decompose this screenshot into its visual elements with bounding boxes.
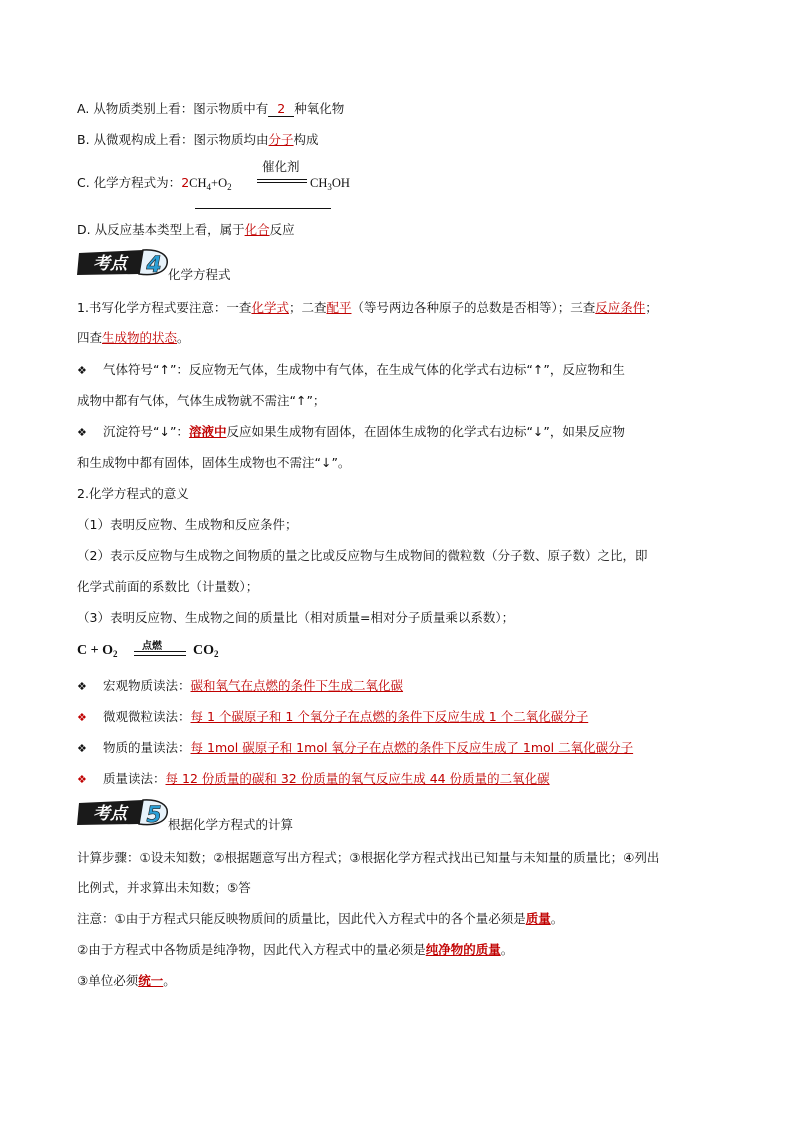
meaning-item: （1）表明反应物、生成物和反应条件； [77,517,298,532]
kaodian-4-logo [77,247,169,277]
equation-product: $CO_2$ [193,643,219,659]
gas-symbol-rule: ❖ 气体符号“↑”：反应物无气体，生成物中有气体，在生成气体的化学式右边标“↑”，反应物和生 [77,362,625,377]
calc-steps: 比例式，并求算出未知数；⑤答 [77,880,251,895]
svg-text:考点: 考点 [93,254,127,274]
diamond-bullet-icon: ❖ [77,426,87,439]
svg-text:考点: 考点 [93,804,127,824]
kaodian-5-logo [77,797,169,827]
reading-macro: ❖ 宏观物质读法：碳和氧气在点燃的条件下生成二氧化碳 [77,678,404,693]
option-c: C. 化学方程式为：$2CH_4+O_2$ [77,175,232,192]
calc-note: ③单位必须统一。 [77,973,176,988]
reaction-condition: 点燃 [142,641,162,652]
meaning-heading: 2.化学方程式的意义 [77,486,189,501]
answer-text: 分子 [268,132,294,147]
gas-symbol-rule: 成物中都有气体，气体生成物就不需注“↑”； [77,393,326,408]
diamond-bullet-icon: ❖ [77,773,87,786]
meaning-item: 化学式前面的系数比（计量数）； [77,579,259,594]
carbon-oxygen-equation: $C + O_2$ [77,643,118,659]
equals-bar [134,651,186,652]
chem-formula: $CH_4+O_2$ [189,176,232,192]
kaodian-logo-icon [77,247,169,277]
svg-text:4: 4 [146,253,162,277]
kaodian-logo-icon [77,797,169,827]
writing-rule-line: 四查生成物的状态。 [77,330,190,345]
reading-mass: ❖ 质量读法：每 12 份质量的碳和 32 份质量的氧气反应生成 44 份质量的二氧化碳 [77,771,550,786]
coefficient: 2 [181,175,190,190]
precipitate-symbol-rule: ❖ 沉淀符号“↓”：溶液中反应如果生成物有固体，在固体生成物的化学式右边标“↓”，如果反应物 [77,424,625,439]
meaning-item: （2）表示反应物与生成物之间物质的量之比或反应物与生成物间的微粒数（分子数、原子数）之比，即 [77,548,648,563]
answer-text: 化合 [244,222,270,237]
equals-bar [257,179,307,180]
option-d: D. 从反应基本类型上看，属于化合反应 [77,222,295,237]
diamond-bullet-icon: ❖ [77,364,87,377]
reading-mole: ❖ 物质的量读法：每 1mol 碳原子和 1mol 氧分子在点燃的条件下反应生成了 1mol 二氧化碳分子 [77,740,634,755]
precipitate-symbol-rule: 和生成物中都有固体，固体生成物也不需注“↓”。 [77,455,351,470]
calc-note: ②由于方程式中各物质是纯净物，因此代入方程式中的量必须是纯净物的质量。 [77,942,514,957]
diamond-bullet-icon: ❖ [77,711,87,724]
diamond-bullet-icon: ❖ [77,742,87,755]
calc-note: 注意：①由于方程式只能反映物质间的质量比，因此代入方程式中的各个量必须是质量。 [77,911,564,926]
equals-bar [257,182,307,183]
reading-micro: ❖ 微观微粒读法：每 1 个碳原子和 1 个氧分子在点燃的条件下反应生成 1 个二氧化碳分子 [77,709,589,724]
section-title: 根据化学方程式的计算 [168,817,294,832]
writing-rule-line: 1.书写化学方程式要注意：一查化学式；二查配平（等号两边各种原子的总数是否相等）；三查反应条件； [77,300,658,315]
option-b: B. 从微观构成上看：图示物质均由分子构成 [77,132,319,147]
svg-text:5: 5 [146,803,162,827]
chem-product: $CH_3OH$ [310,176,350,192]
meaning-item: （3）表明反应物、生成物之间的质量比（相对质量=相对分子质量乘以系数）； [77,610,515,625]
underline-rule [195,208,331,209]
section-title: 化学方程式 [168,267,231,282]
calc-steps: 计算步骤：①设未知数；②根据题意写出方程式；③根据化学方程式找出已知量与未知量的质量比；④列出 [77,850,660,865]
option-a: A. 从物质类别上看：图示物质中有 2 种氧化物 [77,101,345,116]
answer-blank: 2 [268,102,294,117]
reaction-condition: 催化剂 [262,159,300,174]
diamond-bullet-icon: ❖ [77,680,87,693]
equals-bar [134,655,186,656]
